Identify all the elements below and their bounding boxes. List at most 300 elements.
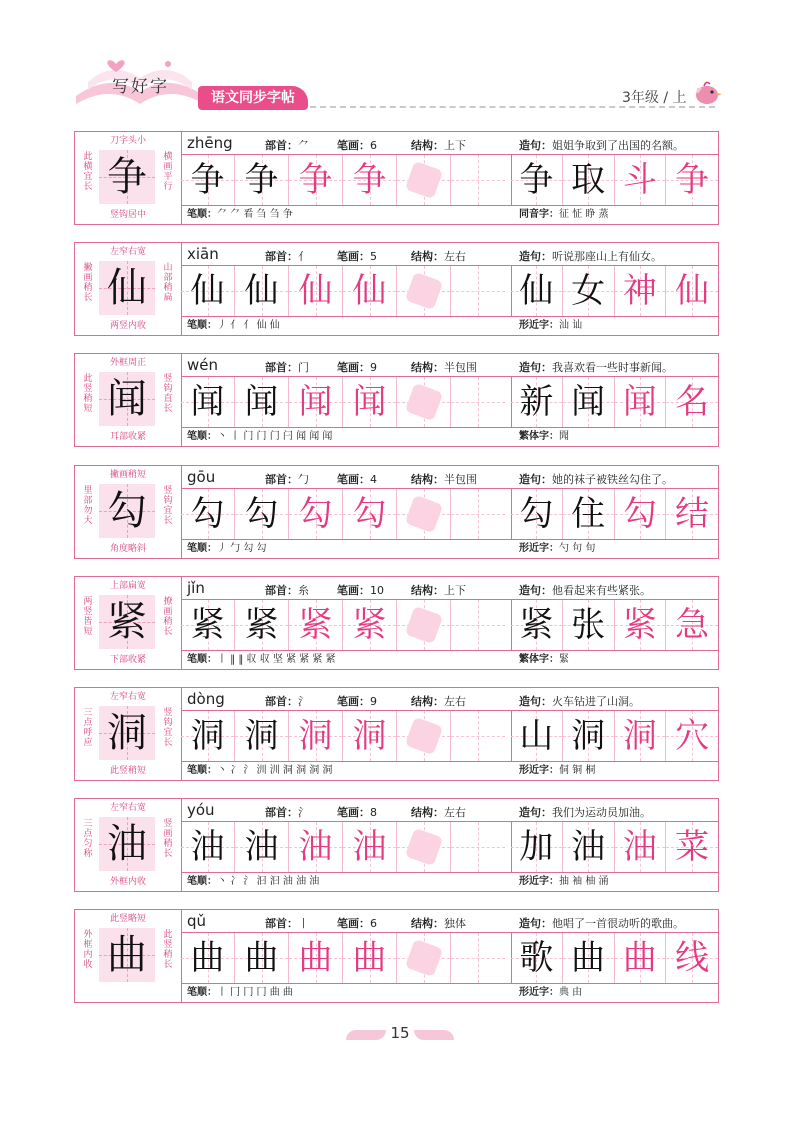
sentence-label: 造句： xyxy=(519,250,552,263)
radical-value: 亻 xyxy=(298,250,309,263)
pinyin: qǔ xyxy=(187,912,207,930)
practice-char: 闻 xyxy=(622,382,657,422)
practice-char: 住 xyxy=(571,494,606,534)
practice-cell xyxy=(397,266,451,316)
practice-cell xyxy=(615,600,667,650)
character-entry xyxy=(74,576,719,670)
sentence-text: 我喜欢看一些时事新闻。 xyxy=(552,361,673,374)
writing-tip-left: 撇画稍长 xyxy=(83,263,93,303)
practice-char: 油 xyxy=(298,827,333,867)
model-character: 紧 xyxy=(107,599,147,645)
practice-cell xyxy=(397,822,451,872)
structure-label: 结构： xyxy=(411,250,444,263)
stroke-count-value: 4 xyxy=(370,473,377,486)
radical-value: 勹 xyxy=(298,473,309,486)
practice-char: 闻 xyxy=(352,382,387,422)
practice-cell xyxy=(397,155,451,205)
practice-cell xyxy=(511,155,563,205)
practice-char: 争 xyxy=(244,160,279,200)
practice-cell xyxy=(451,489,505,539)
stroke-order-label: 笔顺： xyxy=(187,765,217,776)
practice-char: 勾 xyxy=(622,494,657,534)
stroke-count-value: 5 xyxy=(370,250,377,263)
extra-value: 侗 铜 桐 xyxy=(559,765,596,776)
writing-tip-right: 此竖稍长 xyxy=(163,930,173,970)
practice-cell xyxy=(181,377,235,427)
structure-value: 左右 xyxy=(444,695,466,708)
practice-cell xyxy=(451,600,505,650)
practice-grid xyxy=(181,932,512,984)
practice-cell xyxy=(615,489,667,539)
practice-char: 紧 xyxy=(190,605,225,645)
practice-char: 山 xyxy=(519,716,554,756)
model-character-panel xyxy=(75,466,182,558)
practice-char: 油 xyxy=(190,827,225,867)
radical-label: 部首： xyxy=(265,139,298,152)
practice-cell xyxy=(451,711,505,761)
practice-cell xyxy=(666,933,718,983)
stroke-order-value: 丶 丨 门 门 门 闩 闻 闻 闻 xyxy=(217,431,333,442)
practice-char: 张 xyxy=(571,605,606,645)
structure-value: 左右 xyxy=(444,250,466,263)
practice-cell xyxy=(615,711,667,761)
writing-tip-top: 上部扁宽 xyxy=(109,581,146,591)
stroke-count-label: 笔画： xyxy=(337,806,370,819)
practice-char: 歌 xyxy=(519,938,554,978)
practice-char: 勾 xyxy=(519,494,554,534)
sentence-label: 造句： xyxy=(519,473,552,486)
stroke-order-value: 丿 亻 亻 仙 仙 xyxy=(217,320,280,331)
extra-value: 勺 句 旬 xyxy=(559,543,596,554)
sentence-text: 他看起来有些紧张。 xyxy=(552,584,651,597)
practice-cell xyxy=(451,266,505,316)
practice-cell xyxy=(289,711,343,761)
practice-cell xyxy=(615,266,667,316)
stroke-order-label: 笔顺： xyxy=(187,654,217,665)
writing-tip-bottom: 两竖内收 xyxy=(109,321,146,331)
model-character-panel xyxy=(75,577,182,669)
practice-char: 勾 xyxy=(352,494,387,534)
writing-tip-top: 外框周正 xyxy=(109,358,146,368)
stroke-order-value: 丨 冂 冂 冂 曲 曲 xyxy=(217,987,293,998)
practice-cell xyxy=(181,933,235,983)
extra-value: 汕 讪 xyxy=(559,320,583,331)
word-grid xyxy=(511,821,718,873)
practice-char: 加 xyxy=(519,827,554,867)
practice-cell xyxy=(235,266,289,316)
practice-char: 结 xyxy=(675,494,710,534)
practice-cell xyxy=(511,711,563,761)
practice-char: 紧 xyxy=(298,605,333,645)
practice-cell xyxy=(181,155,235,205)
logo-title: 写好字 xyxy=(112,77,169,97)
practice-grid xyxy=(181,599,512,651)
practice-char: 勾 xyxy=(244,494,279,534)
character-entry xyxy=(74,798,719,892)
practice-cell xyxy=(343,155,397,205)
extra-label: 形近字： xyxy=(519,765,559,776)
practice-cell xyxy=(563,600,615,650)
practice-cell xyxy=(615,155,667,205)
practice-cell xyxy=(181,266,235,316)
trace-blob xyxy=(405,383,443,421)
practice-cell xyxy=(615,822,667,872)
extra-value: 抽 袖 柚 涌 xyxy=(559,876,609,887)
sentence-label: 造句： xyxy=(519,139,552,152)
writing-tip-left: 三点匀称 xyxy=(83,819,93,859)
stroke-order-value: 丨 ‖ ‖ 収 収 坚 紧 紧 紧 紧 xyxy=(217,654,336,665)
word-grid xyxy=(511,599,718,651)
sentence-label: 造句： xyxy=(519,917,552,930)
practice-cell xyxy=(511,933,563,983)
practice-char: 勾 xyxy=(298,494,333,534)
radical-label: 部首： xyxy=(265,695,298,708)
structure-value: 上下 xyxy=(444,139,466,152)
practice-char: 闻 xyxy=(571,382,606,422)
writing-tip-top: 左窄右宽 xyxy=(109,247,146,257)
practice-char: 洞 xyxy=(571,716,606,756)
practice-cell xyxy=(563,266,615,316)
writing-tip-left: 此竖稍短 xyxy=(83,374,93,414)
character-entry xyxy=(74,687,719,781)
trace-blob xyxy=(405,272,443,310)
trace-blob xyxy=(405,495,443,533)
practice-char: 洞 xyxy=(244,716,279,756)
writing-tip-bottom: 下部收紧 xyxy=(109,655,146,665)
practice-cell xyxy=(511,377,563,427)
writing-tip-top: 刀字头小 xyxy=(109,136,146,146)
word-grid xyxy=(511,710,718,762)
stroke-order-value: 丶 冫 氵 汩 汩 油 油 油 xyxy=(217,876,320,887)
practice-cell xyxy=(666,266,718,316)
model-character-panel xyxy=(75,354,182,446)
model-character: 勾 xyxy=(107,488,147,534)
writing-tip-bottom: 此竖稍短 xyxy=(109,766,146,776)
stroke-count-value: 10 xyxy=(370,584,384,597)
practice-char: 曲 xyxy=(190,938,225,978)
practice-cell xyxy=(563,489,615,539)
word-grid xyxy=(511,154,718,206)
practice-cell xyxy=(235,822,289,872)
word-grid xyxy=(511,488,718,540)
extra-label: 形近字： xyxy=(519,320,559,331)
radical-label: 部首： xyxy=(265,584,298,597)
character-entry xyxy=(74,909,719,1003)
practice-grid xyxy=(181,265,512,317)
writing-tip-left: 三点呼应 xyxy=(83,708,93,748)
stroke-order-label: 笔顺： xyxy=(187,320,217,331)
practice-cell xyxy=(451,155,505,205)
practice-char: 油 xyxy=(244,827,279,867)
practice-char: 紧 xyxy=(352,605,387,645)
extra-label: 同音字： xyxy=(519,209,559,220)
practice-cell xyxy=(511,600,563,650)
pinyin: zhēng xyxy=(187,134,233,152)
practice-char: 仙 xyxy=(675,271,710,311)
model-character-panel xyxy=(75,799,182,891)
practice-char: 勾 xyxy=(190,494,225,534)
word-grid xyxy=(511,376,718,428)
section-title: 语文同步字帖 xyxy=(198,86,308,110)
model-character-panel xyxy=(75,132,182,224)
writing-tip-top: 撇画稍短 xyxy=(109,470,146,480)
stroke-count-label: 笔画： xyxy=(337,473,370,486)
practice-cell xyxy=(343,489,397,539)
sentence-label: 造句： xyxy=(519,584,552,597)
stroke-count-label: 笔画： xyxy=(337,250,370,263)
practice-char: 线 xyxy=(675,938,710,978)
practice-char: 曲 xyxy=(298,938,333,978)
structure-label: 结构： xyxy=(411,806,444,819)
practice-cell xyxy=(563,377,615,427)
practice-cell xyxy=(235,377,289,427)
structure-label: 结构： xyxy=(411,361,444,374)
practice-cell xyxy=(235,155,289,205)
practice-cell xyxy=(451,822,505,872)
extra-value: 聞 xyxy=(559,431,569,442)
practice-cell xyxy=(235,489,289,539)
practice-cell xyxy=(343,822,397,872)
practice-grid xyxy=(181,376,512,428)
practice-char: 争 xyxy=(352,160,387,200)
radical-value: ⺈ xyxy=(298,139,309,152)
stroke-count-label: 笔画： xyxy=(337,917,370,930)
model-character: 仙 xyxy=(107,265,147,311)
practice-cell xyxy=(343,711,397,761)
practice-char: 名 xyxy=(675,382,710,422)
practice-cell xyxy=(397,600,451,650)
practice-char: 女 xyxy=(571,271,606,311)
practice-cell xyxy=(666,377,718,427)
sentence-text: 姐姐争取到了出国的名额。 xyxy=(552,139,684,152)
radical-value: 氵 xyxy=(298,806,309,819)
stroke-order-label: 笔顺： xyxy=(187,876,217,887)
practice-char: 曲 xyxy=(244,938,279,978)
trace-blob xyxy=(405,161,443,199)
sentence-label: 造句： xyxy=(519,361,552,374)
extra-label: 形近字： xyxy=(519,876,559,887)
word-grid xyxy=(511,265,718,317)
structure-label: 结构： xyxy=(411,695,444,708)
sentence-text: 我们为运动员加油。 xyxy=(552,806,651,819)
structure-value: 独体 xyxy=(444,917,466,930)
practice-char: 争 xyxy=(519,160,554,200)
practice-cell xyxy=(289,155,343,205)
practice-char: 争 xyxy=(190,160,225,200)
grade-label: 3年级 / 上 xyxy=(622,90,687,106)
radical-label: 部首： xyxy=(265,250,298,263)
stroke-count-value: 8 xyxy=(370,806,377,819)
stroke-count-value: 9 xyxy=(370,695,377,708)
practice-cell xyxy=(615,933,667,983)
practice-char: 紧 xyxy=(622,605,657,645)
practice-cell xyxy=(343,600,397,650)
practice-grid xyxy=(181,154,512,206)
practice-cell xyxy=(511,489,563,539)
writing-tip-bottom: 耳部收紧 xyxy=(109,432,146,442)
stroke-count-label: 笔画： xyxy=(337,584,370,597)
character-entry xyxy=(74,465,719,559)
writing-tip-bottom: 外框内收 xyxy=(109,877,146,887)
structure-label: 结构： xyxy=(411,584,444,597)
practice-cell xyxy=(289,822,343,872)
writing-tip-left: 外框内收 xyxy=(83,930,93,970)
practice-cell xyxy=(563,933,615,983)
model-character: 曲 xyxy=(107,932,147,978)
practice-char: 争 xyxy=(298,160,333,200)
page-footer xyxy=(0,1020,800,1050)
practice-cell xyxy=(511,822,563,872)
sentence-text: 她的袜子被铁丝勾住了。 xyxy=(552,473,673,486)
pinyin: wén xyxy=(187,356,219,374)
trace-blob xyxy=(405,606,443,644)
extra-label: 形近字： xyxy=(519,987,559,998)
practice-cell xyxy=(563,155,615,205)
practice-cell xyxy=(615,377,667,427)
model-character: 闻 xyxy=(107,376,147,422)
stroke-count-value: 6 xyxy=(370,139,377,152)
model-character-panel xyxy=(75,688,182,780)
writing-tip-right: 横画平行 xyxy=(163,152,173,192)
writing-tip-left: 里部勿大 xyxy=(83,486,93,526)
practice-char: 闻 xyxy=(190,382,225,422)
practice-cell xyxy=(235,600,289,650)
practice-grid xyxy=(181,710,512,762)
structure-value: 左右 xyxy=(444,806,466,819)
practice-char: 闻 xyxy=(244,382,279,422)
character-entry xyxy=(74,242,719,336)
trace-blob xyxy=(405,717,443,755)
practice-char: 洞 xyxy=(298,716,333,756)
practice-char: 穴 xyxy=(675,716,710,756)
radical-value: 门 xyxy=(298,361,309,374)
practice-char: 仙 xyxy=(352,271,387,311)
practice-char: 新 xyxy=(519,382,554,422)
practice-grid xyxy=(181,488,512,540)
practice-cell xyxy=(289,266,343,316)
radical-value: 糸 xyxy=(298,584,309,597)
model-character-panel xyxy=(75,243,182,335)
sentence-label: 造句： xyxy=(519,695,552,708)
practice-char: 洞 xyxy=(352,716,387,756)
practice-cell xyxy=(181,489,235,539)
practice-char: 曲 xyxy=(622,938,657,978)
radical-label: 部首： xyxy=(265,361,298,374)
writing-tip-right: 竖钩宜长 xyxy=(163,486,173,526)
writing-tip-left: 此横宜长 xyxy=(83,152,93,192)
practice-char: 菜 xyxy=(675,827,710,867)
practice-cell xyxy=(397,711,451,761)
radical-label: 部首： xyxy=(265,917,298,930)
writing-tip-left: 两竖皆短 xyxy=(83,597,93,637)
structure-label: 结构： xyxy=(411,473,444,486)
character-entry xyxy=(74,353,719,447)
practice-cell xyxy=(563,822,615,872)
model-character: 争 xyxy=(107,154,147,200)
extra-value: 征 怔 睁 蒸 xyxy=(559,209,609,220)
page-number: 15 xyxy=(390,1024,410,1042)
model-character-panel xyxy=(75,910,182,1002)
stroke-order-value: 丶 冫 氵 汌 汌 洞 洞 洞 洞 xyxy=(217,765,333,776)
practice-cell xyxy=(451,933,505,983)
pinyin: dòng xyxy=(187,690,225,708)
sentence-text: 听说那座山上有仙女。 xyxy=(552,250,662,263)
practice-cell xyxy=(666,711,718,761)
practice-char: 争 xyxy=(675,160,710,200)
practice-char: 洞 xyxy=(190,716,225,756)
extra-label: 形近字： xyxy=(519,543,559,554)
practice-cell xyxy=(511,266,563,316)
structure-value: 上下 xyxy=(444,584,466,597)
practice-char: 油 xyxy=(622,827,657,867)
practice-cell xyxy=(451,377,505,427)
writing-tip-right: 竖钩宜长 xyxy=(163,708,173,748)
sentence-label: 造句： xyxy=(519,806,552,819)
practice-cell xyxy=(397,377,451,427)
pinyin: xiān xyxy=(187,245,219,263)
practice-cell xyxy=(235,933,289,983)
practice-cell xyxy=(181,711,235,761)
practice-char: 紧 xyxy=(244,605,279,645)
practice-cell xyxy=(343,377,397,427)
stroke-order-value: ⺈ ⺈ 㸔 刍 刍 争 xyxy=(217,209,293,220)
structure-value: 半包围 xyxy=(444,361,477,374)
model-character: 洞 xyxy=(107,710,147,756)
page-ribbon-left xyxy=(346,1030,386,1040)
radical-label: 部首： xyxy=(265,473,298,486)
writing-tip-top: 左窄右宽 xyxy=(109,692,146,702)
model-character: 油 xyxy=(107,821,147,867)
word-grid xyxy=(511,932,718,984)
practice-char: 仙 xyxy=(298,271,333,311)
radical-value: 丨 xyxy=(298,917,309,930)
writing-tip-bottom: 角度略斜 xyxy=(109,544,146,554)
writing-tip-right: 竖钩直长 xyxy=(163,374,173,414)
structure-value: 半包围 xyxy=(444,473,477,486)
extra-label: 繁体字： xyxy=(519,431,559,442)
practice-char: 洞 xyxy=(622,716,657,756)
practice-cell xyxy=(666,155,718,205)
page-ribbon-right xyxy=(414,1030,454,1040)
radical-value: 氵 xyxy=(298,695,309,708)
practice-grid xyxy=(181,821,512,873)
practice-cell xyxy=(289,489,343,539)
stroke-order-label: 笔顺： xyxy=(187,431,217,442)
practice-cell xyxy=(289,600,343,650)
practice-cell xyxy=(563,711,615,761)
stroke-count-label: 笔画： xyxy=(337,361,370,374)
practice-char: 曲 xyxy=(352,938,387,978)
structure-label: 结构： xyxy=(411,917,444,930)
extra-value: 緊 xyxy=(559,654,569,665)
practice-cell xyxy=(235,711,289,761)
practice-char: 紧 xyxy=(519,605,554,645)
bird-icon xyxy=(692,80,722,106)
pinyin: jǐn xyxy=(187,579,205,597)
stroke-count-label: 笔画： xyxy=(337,695,370,708)
practice-cell xyxy=(397,933,451,983)
practice-char: 神 xyxy=(622,271,657,311)
extra-value: 典 由 xyxy=(559,987,583,998)
practice-char: 仙 xyxy=(190,271,225,311)
character-entry xyxy=(74,131,719,225)
sentence-text: 火车钻进了山洞。 xyxy=(552,695,640,708)
stroke-order-label: 笔顺： xyxy=(187,543,217,554)
stroke-order-value: 丿 勹 勾 勾 xyxy=(217,543,267,554)
practice-char: 曲 xyxy=(571,938,606,978)
sentence-text: 他唱了一首很动听的歌曲。 xyxy=(552,917,684,930)
page-header xyxy=(0,0,800,120)
